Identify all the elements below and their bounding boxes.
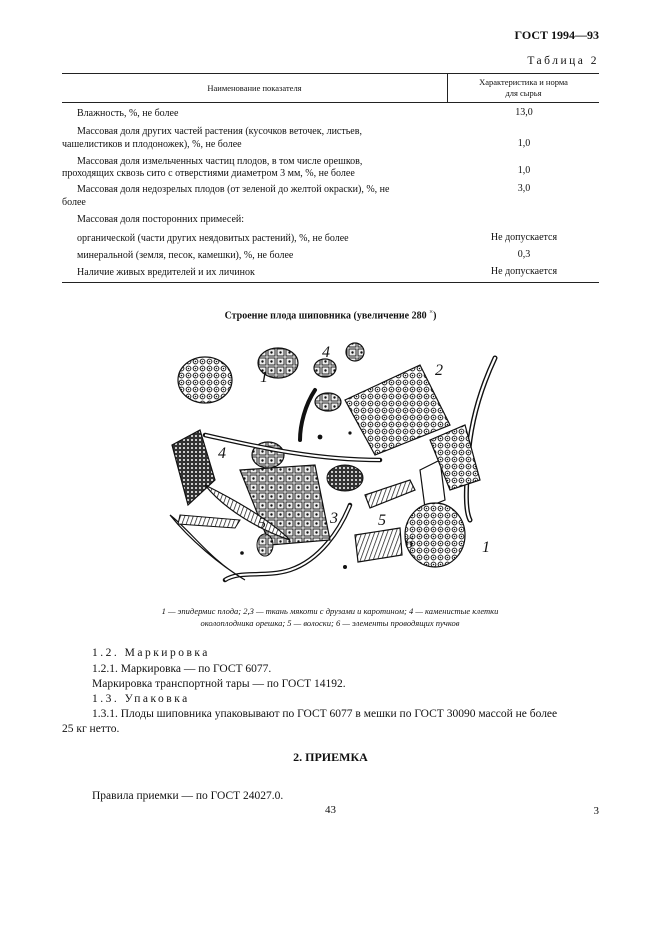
figure-label: 5 bbox=[378, 512, 386, 529]
epidermis-cluster-right bbox=[405, 503, 465, 567]
paragraph-cont: 25 кг нетто. bbox=[62, 723, 120, 735]
document-code: ГОСТ 1994—93 bbox=[514, 28, 599, 42]
figure-caption bbox=[80, 605, 580, 629]
table-header-rule bbox=[62, 102, 599, 103]
row-name: Влажность, %, не более bbox=[77, 108, 179, 119]
row-name: Массовая доля измельченных частиц плодов, в том числе орешков, bbox=[77, 156, 363, 167]
row-name-cont: проходящих сквозь сито с отверстиями диаметром 3 мм, %, не более bbox=[62, 168, 355, 179]
figure-label: 1 bbox=[482, 539, 490, 556]
figure-label: 4 bbox=[218, 445, 226, 462]
row-value: 13,0 bbox=[515, 107, 533, 118]
figure-title-text: Строение плода шиповника (увеличение 280 bbox=[224, 310, 427, 322]
figure-label: 3 bbox=[330, 510, 338, 527]
figure-title-sup: × bbox=[429, 308, 434, 316]
figure-label: 2 bbox=[435, 362, 443, 379]
row-name: Массовая доля недозрелых плодов (от зеленой до желтой окраски), %, не bbox=[77, 184, 390, 195]
rosehip-microscopy-illustration bbox=[150, 330, 510, 600]
figure-label: 1 bbox=[260, 369, 268, 386]
row-name: Наличие живых вредителей и их личинок bbox=[77, 267, 255, 278]
page-number-center: 43 bbox=[325, 804, 336, 816]
column-header-value-line2: для сырья bbox=[505, 88, 542, 98]
section-heading-packaging: 1.3. Упаковка bbox=[92, 693, 190, 705]
table-top-rule bbox=[62, 73, 599, 74]
row-value: 3,0 bbox=[517, 183, 531, 194]
column-header-value-line1: Характеристика и норма bbox=[479, 77, 568, 87]
page-number-right: 3 bbox=[593, 805, 599, 817]
column-header-indicator: Наименование показателя bbox=[207, 83, 302, 93]
table-label: Таблица 2 bbox=[527, 55, 599, 67]
figure-label: 4 bbox=[322, 344, 330, 361]
paragraph: Правила приемки — по ГОСТ 24027.0. bbox=[92, 790, 284, 802]
row-value: Не допускается bbox=[490, 232, 558, 243]
row-value: 1,0 bbox=[517, 138, 531, 149]
row-name-cont: чашелистиков и плодоножек), %, не более bbox=[62, 139, 242, 150]
figure-title bbox=[0, 308, 661, 321]
figure-label: 5 bbox=[258, 515, 266, 532]
figure-caption-line1: 1 — эпидермис плода; 2,3 — ткань мякоти с друзами и каротином; 4 — каменистые клетки bbox=[161, 606, 499, 616]
epidermis-cluster bbox=[178, 357, 232, 403]
hair-middle bbox=[205, 435, 380, 460]
row-value: 1,0 bbox=[517, 165, 531, 176]
row-name: минеральной (земля, песок, камешки), %, не более bbox=[77, 250, 294, 261]
section-title: 2. ПРИЕМКА bbox=[293, 750, 368, 764]
figure-label: 6 bbox=[405, 535, 413, 552]
figure-title-end: ) bbox=[433, 310, 437, 322]
row-name-cont: более bbox=[62, 197, 86, 208]
row-value: Не допускается bbox=[490, 266, 558, 277]
vascular-bundle-left bbox=[172, 430, 215, 505]
row-value: 0,3 bbox=[517, 249, 531, 260]
paragraph: Маркировка транспортной тары — по ГОСТ 14192. bbox=[92, 678, 346, 690]
paragraph: 1.2.1. Маркировка — по ГОСТ 6077. bbox=[92, 663, 272, 675]
row-name: органической (части других неядовитых растений), %, не более bbox=[77, 233, 349, 244]
paragraph: 1.3.1. Плоды шиповника упаковывают по ГОСТ 6077 в мешки по ГОСТ 30090 массой не более bbox=[92, 708, 558, 720]
figure-caption-line2: околоплодника орешка; 5 — волоски; 6 — элементы проводящих пучков bbox=[200, 618, 460, 628]
pulp-tissue bbox=[240, 465, 330, 545]
section-heading-marking: 1.2. Маркировка bbox=[92, 647, 210, 659]
row-name: Массовая доля посторонних примесей: bbox=[77, 214, 245, 225]
row-name: Массовая доля других частей растения (кусочков веточек, листьев, bbox=[77, 126, 362, 137]
vascular-element bbox=[365, 480, 415, 508]
conducting-elements bbox=[355, 528, 402, 562]
table-bottom-rule bbox=[62, 282, 599, 283]
